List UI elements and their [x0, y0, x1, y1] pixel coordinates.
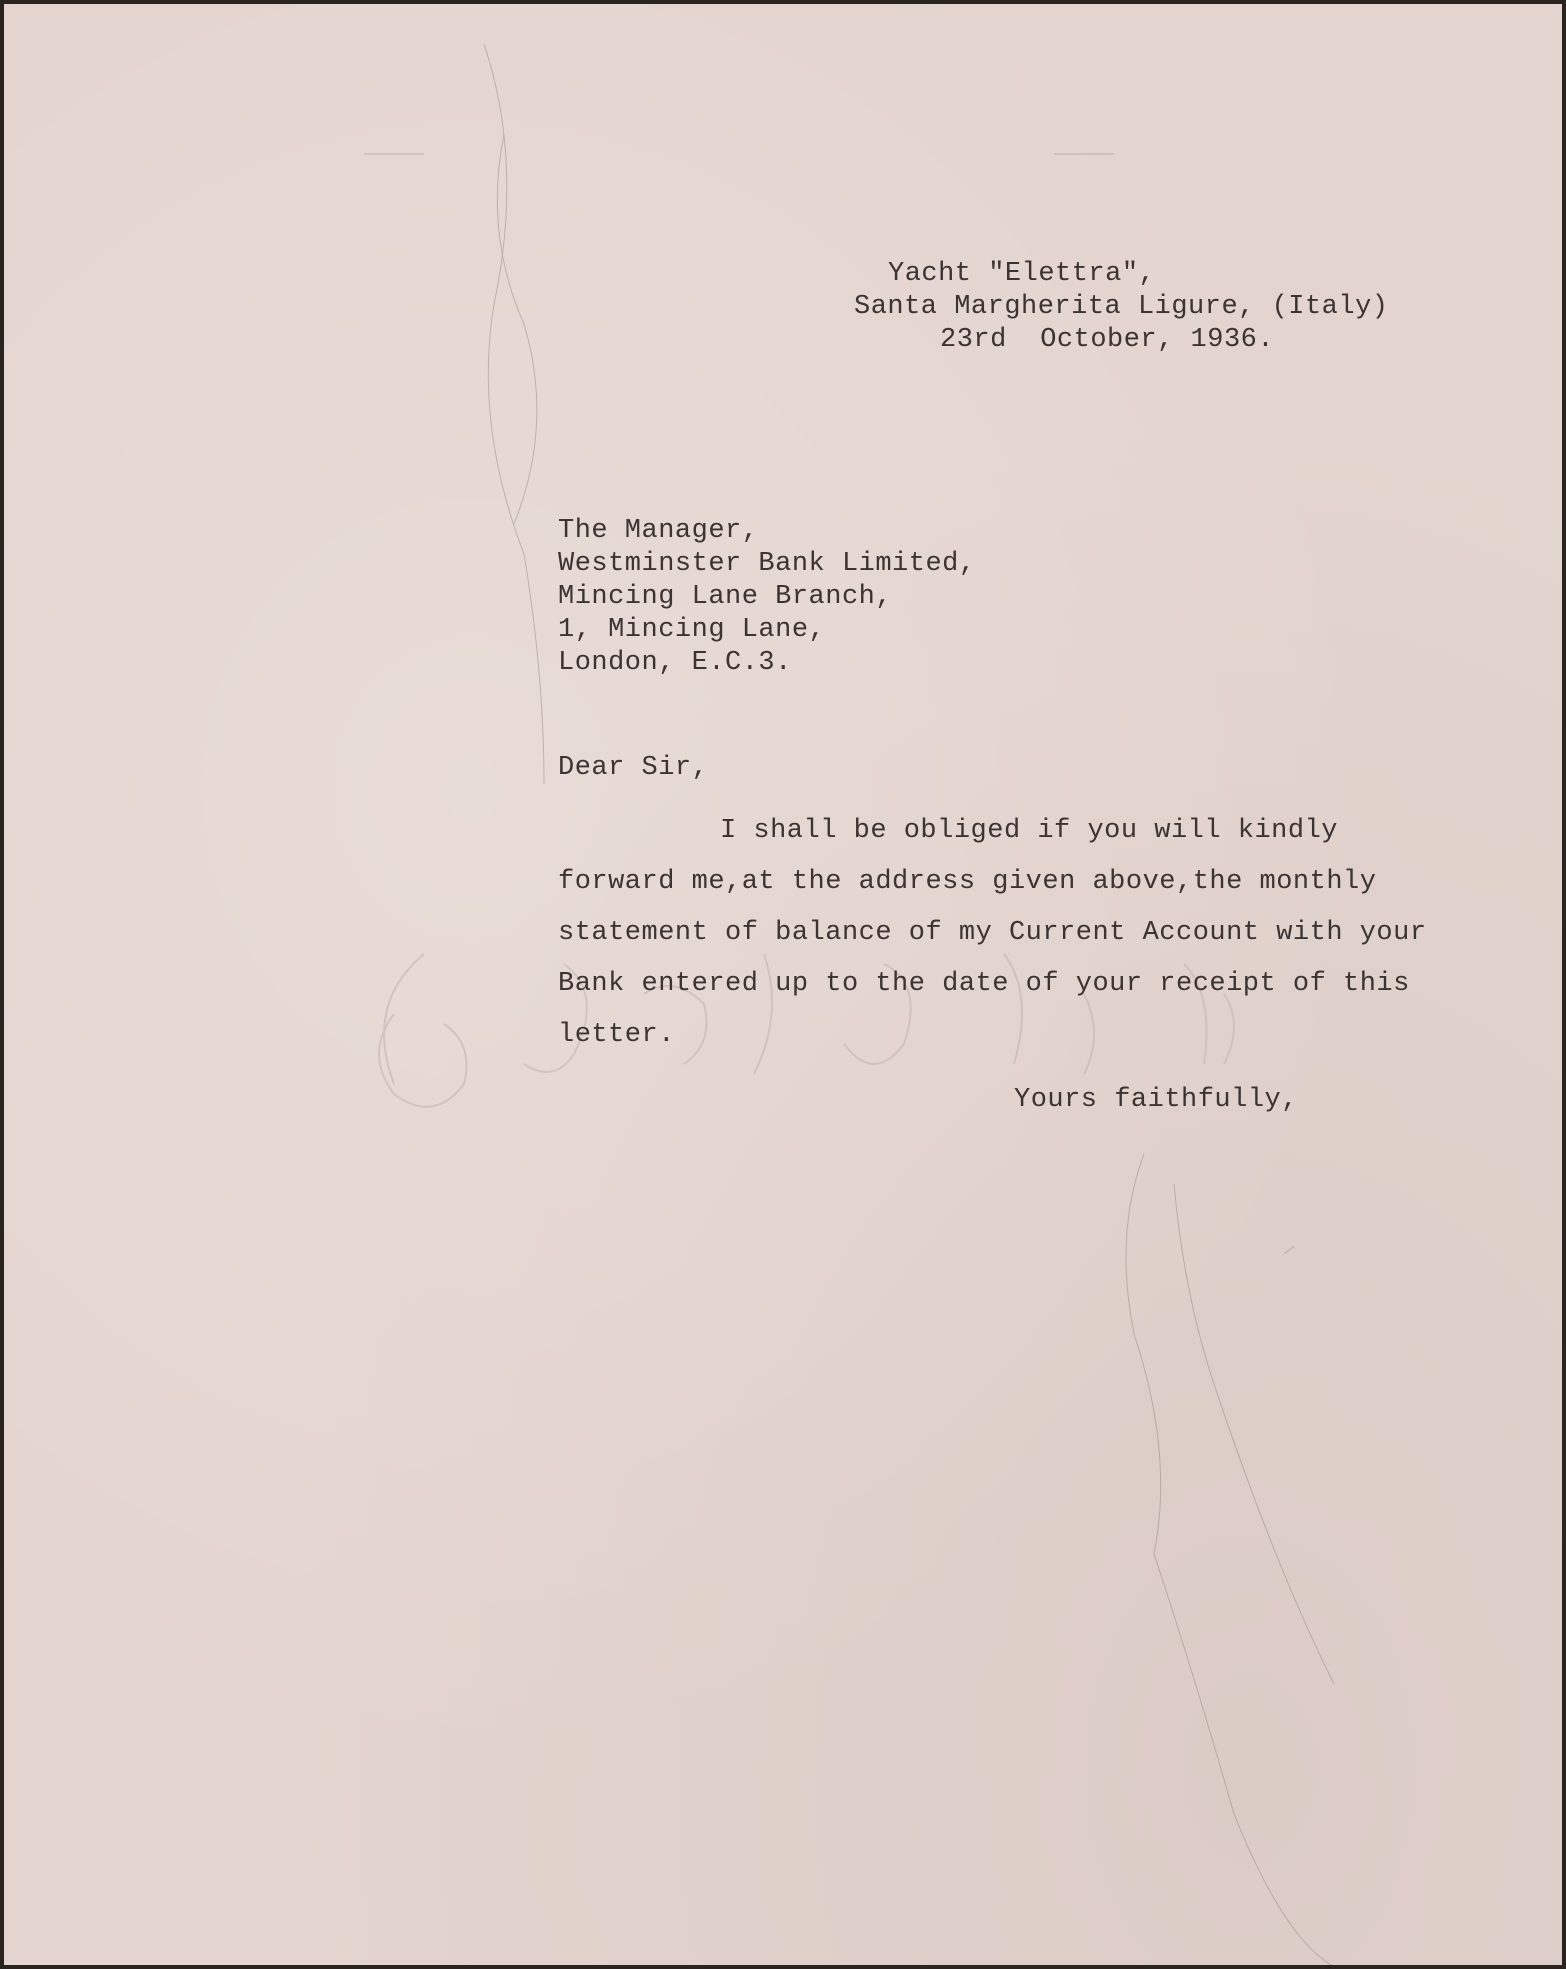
- body-line: statement of balance of my Current Account with your: [558, 918, 1427, 948]
- recipient-branch: Mincing Lane Branch,: [558, 582, 893, 612]
- body-line: Bank entered up to the date of your receipt of this: [558, 969, 1410, 999]
- heading-date: 23rd October, 1936.: [940, 325, 1275, 355]
- heading-location: Santa Margherita Ligure, (Italy): [854, 292, 1389, 322]
- letter-page: [4, 4, 1562, 1965]
- recipient-bank: Westminster Bank Limited,: [558, 549, 976, 579]
- body-line: letter.: [558, 1020, 675, 1050]
- body-line: forward me,at the address given above,the monthly: [558, 867, 1377, 897]
- body-line: I shall be obliged if you will kindly: [720, 816, 1338, 846]
- recipient-city: London, E.C.3.: [558, 648, 792, 678]
- heading-vessel: Yacht "Elettra",: [888, 259, 1156, 289]
- recipient-street: 1, Mincing Lane,: [558, 615, 826, 645]
- salutation: Dear Sir,: [558, 753, 709, 783]
- recipient-title: The Manager,: [558, 516, 759, 546]
- closing: Yours faithfully,: [1014, 1085, 1298, 1115]
